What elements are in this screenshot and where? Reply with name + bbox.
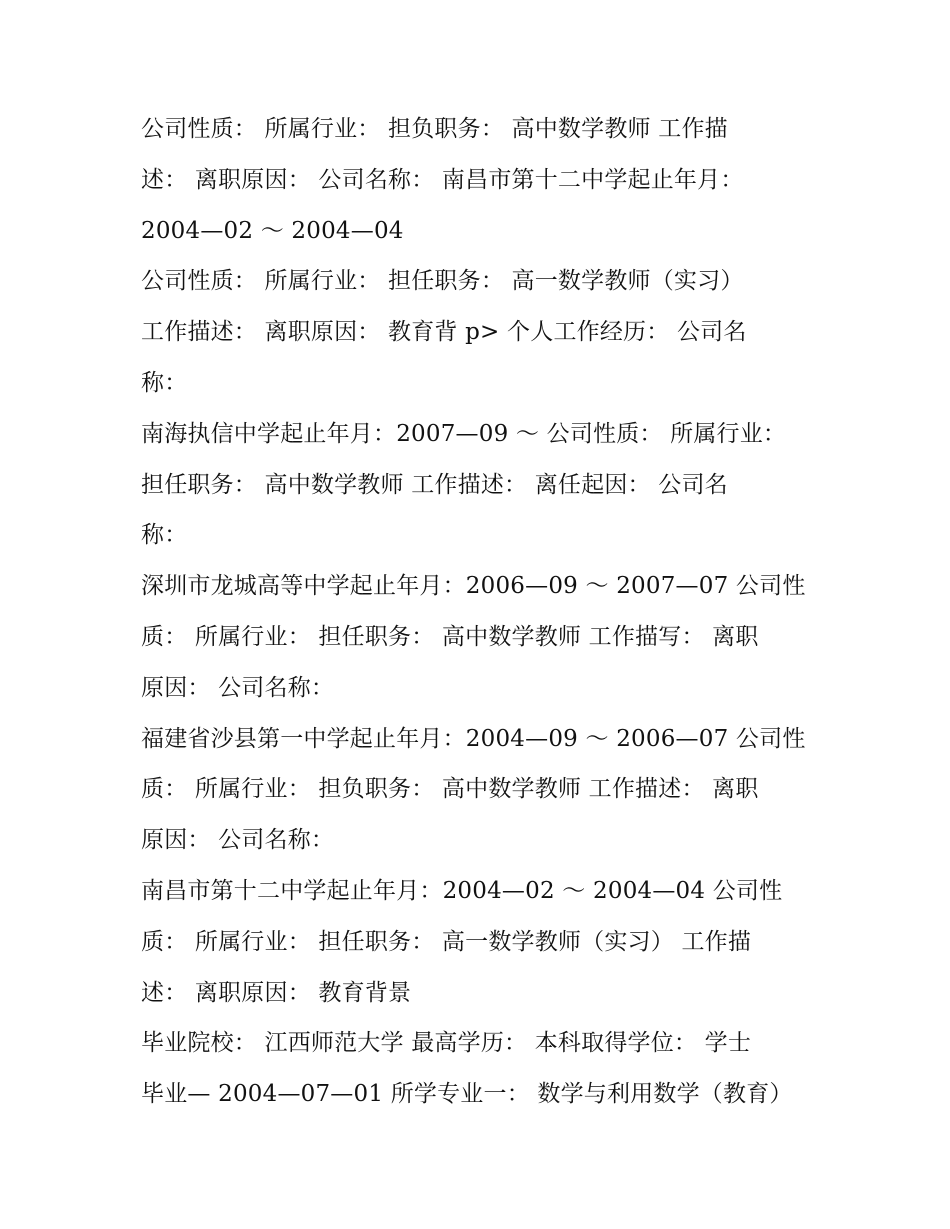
text-line: 质： 所属行业： 担任职务： 高中数学教师 工作描写： 离职 <box>141 623 759 650</box>
text-line: 质： 所属行业： 担任职务： 高一数学教师（实习） 工作描 <box>141 928 752 955</box>
text-line: 工作描述： 离职原因： 教育背 p> 个人工作经历： 公司名 <box>141 319 747 346</box>
text-line: 原因： 公司名称： <box>141 827 335 854</box>
text-line: 毕业— 2004—07—01 所学专业一： 数学与利用数学（教育） <box>141 1081 793 1108</box>
text-line: 质： 所属行业： 担负职务： 高中数学教师 工作描述： 离职 <box>141 776 759 803</box>
text-line: 毕业院校： 江西师范大学 最高学历： 本科取得学位： 学士 <box>141 1030 752 1057</box>
text-line: 称： <box>141 369 188 396</box>
document-body <box>141 104 831 1120</box>
text-line: 公司性质： 所属行业： 担负职务： 高中数学教师 工作描 <box>141 116 728 142</box>
text-line: 深圳市龙城高等中学起止年月：2006—09 ～ 2007—07 公司性 <box>141 573 806 600</box>
text-line: 原因： 公司名称： <box>141 674 335 701</box>
text-line: 公司性质： 所属行业： 担任职务： 高一数学教师（实习） <box>141 268 744 295</box>
text-line: 述： 离职原因： 教育背景 <box>141 979 412 1006</box>
text-line: 2004—02 ～ 2004—04 <box>141 217 404 244</box>
text-line: 称： <box>141 522 188 549</box>
text-line: 南昌市第十二中学起止年月：2004—02 ～ 2004—04 公司性 <box>141 877 783 904</box>
text-line: 担任职务： 高中数学教师 工作描述： 离任起因： 公司名 <box>141 471 728 498</box>
text-line: 述： 离职原因： 公司名称： 南昌市第十二中学起止年月： <box>141 166 744 193</box>
text-line: 福建省沙县第一中学起止年月：2004—09 ～ 2006—07 公司性 <box>141 725 806 752</box>
text-line: 南海执信中学起止年月：2007—09 ～ 公司性质： 所属行业： <box>141 420 787 447</box>
